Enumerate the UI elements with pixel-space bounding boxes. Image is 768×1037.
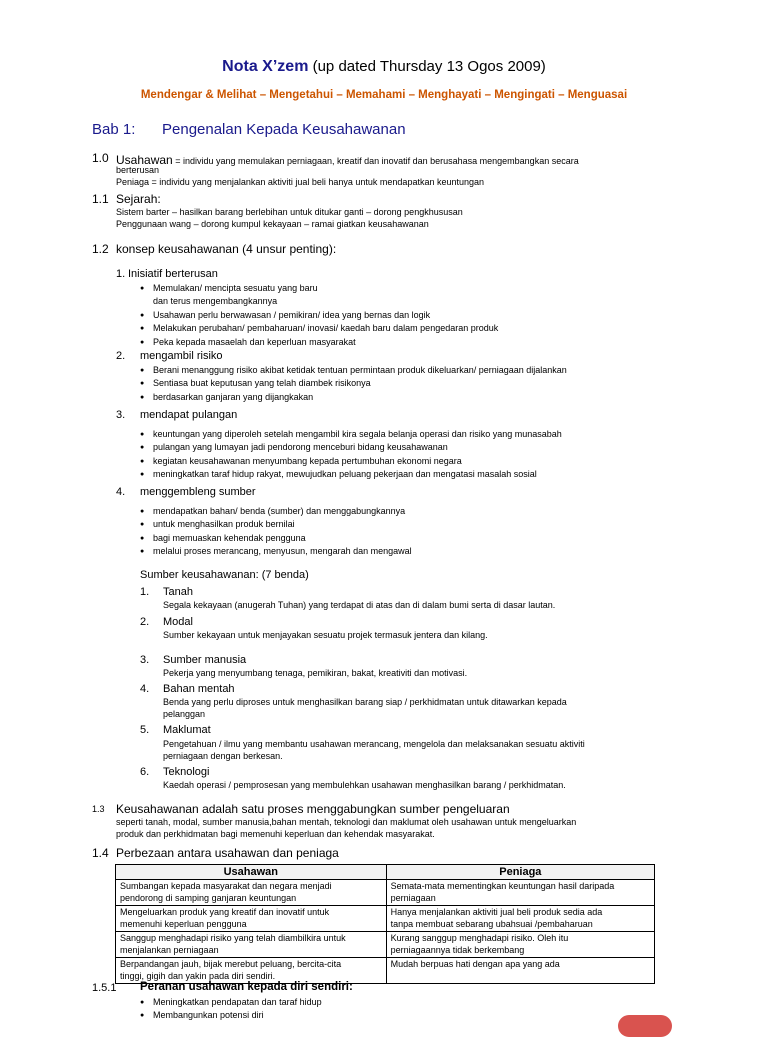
sumber-1-number: 1. [140,586,150,598]
konsep-1-title: Inisiatif berterusan [128,268,218,280]
section-1-5-1-list [140,996,322,1023]
section-1-5-1-title: Peranan usahawan kepada diri sendiri: [140,981,353,993]
section-1-0-peniaga: Peniaga = individu yang menjalankan aktiviti jual beli hanya untuk mendapatkan keuntungan [116,177,485,187]
section-1-0-def-cont: berterusan [116,165,160,175]
list-item: ● meningkatkan taraf hidup rakyat, mewujudkan peluang pekerjaan dan mengatasi masalah sosial [140,468,562,481]
sumber-2-title: Modal [163,616,193,628]
section-1-1-number: 1.1 [92,192,109,206]
list-item: ● Meningkatkan pendapatan dan taraf hidup [140,996,322,1009]
list-item: ● berdasarkan ganjaran yang dijangkakan [140,391,567,404]
table-cell: Mudah berpuas hati dengan apa yang ada [386,958,654,984]
section-1-5-1-number: 1.5.1 [92,982,117,994]
table-cell: Sumbangan kepada masyarakat dan negara menjadi pendorong di samping ganjaran keuntungan [116,880,387,906]
konsep-2-title: mengambil risiko [140,350,223,362]
list-item-continuation: dan terus mengembangkannya [153,296,278,307]
table-row [116,906,655,932]
list-item: ● Usahawan perlu berwawasan / pemikiran/ idea yang bernas dan logik [140,309,498,322]
table-cell: Hanya menjalankan aktiviti jual beli produk sedia ada tanpa membuat sebarang ubahsuai /pembaharuan [386,906,654,932]
section-1-0-line [116,151,579,169]
table-header-row [116,865,655,880]
header-peniaga: Peniaga [386,865,654,880]
sumber-1-title: Tanah [163,586,193,598]
table-cell: Semata-mata mementingkan keuntungan hasil daripada perniagaan [386,880,654,906]
sumber-5-desc: Pengetahuan / ilmu yang membantu usahawan merancang, mengelola dan melaksanakan sesuatu aktiviti [163,739,585,749]
sumber-3-desc: Pekerja yang menyumbang tenaga, pemikiran, bakat, kreativiti dan motivasi. [163,668,468,678]
konsep-2-number: 2. [116,350,126,362]
page-title [0,58,768,76]
sumber-4-title: Bahan mentah [163,683,235,695]
konsep-4-list [140,505,412,559]
section-1-1-line-1: Sistem barter – hasilkan barang berlebihan untuk ditukar ganti – dorong pengkhususan [116,207,463,217]
sumber-4-number: 4. [140,683,150,695]
sumber-2-number: 2. [140,616,150,628]
sumber-6-title: Teknologi [163,766,210,778]
section-1-1-line-2: Penggunaan wang – dorong kumpul kekayaan – ramai giatkan keusahawanan [116,219,429,229]
sumber-title: Sumber keusahawanan: (7 benda) [140,569,309,581]
table-cell: Mengeluarkan produk yang kreatif dan inovatif untuk memenuhi keperluan pengguna [116,906,387,932]
konsep-1-list [140,282,498,349]
konsep-3-list [140,428,562,482]
sumber-2-desc: Sumber kekayaan untuk menjayakan sesuatu projek termasuk jentera dan kilang. [163,630,488,640]
table-cell: Berpandangan jauh, bijak merebut peluang, bercita-cita tinggi, gigih dan yakin pada diri sendiri. [116,958,387,984]
sumber-5-desc-cont: perniagaan dengan berkesan. [163,751,283,761]
konsep-3-number: 3. [116,409,126,421]
section-1-0-term: Usahawan [116,153,173,167]
list-item: ● untuk menghasilkan produk bernilai [140,518,412,531]
list-item: ● keuntungan yang diperoleh setelah mengambil kira segala belanja operasi dan risiko yang munasabah [140,428,562,441]
section-1-4-title: Perbezaan antara usahawan dan peniaga [116,846,339,860]
sumber-6-number: 6. [140,766,150,778]
sumber-6-desc: Kaedah operasi / pemprosesan yang membulehkan usahawan menghasilkan barang / perkhidmatan. [163,780,566,790]
konsep-2-list [140,364,567,404]
sumber-4-desc: Benda yang perlu diproses untuk menghasilkan barang siap / perkhidmatan untuk ditawarkan kepada [163,697,567,707]
section-1-1-title: Sejarah: [116,192,161,206]
section-1-2-title: konsep keusahawanan (4 unsur penting): [116,242,337,256]
konsep-3-title: mendapat pulangan [140,409,238,421]
konsep-1-number: 1. [116,268,126,280]
section-1-0-def: = individu yang memulakan perniagaan, kreatif dan inovatif dan berusahasa mengembangkan secara [172,156,579,166]
section-1-3-line-2: produk dan perkhidmatan bagi memenuhi keperluan dan kehendak masyarakat. [116,829,435,839]
table-cell: Sanggup menghadapi risiko yang telah diambilkira untuk menjalankan perniagaan [116,932,387,958]
chapter-heading [92,121,406,138]
list-item: ● Sentiasa buat keputusan yang telah diambek risikonya [140,377,567,390]
table-row [116,932,655,958]
chapter-number: Bab 1: [92,121,136,138]
title-sub: (up dated Thursday 13 Ogos 2009) [312,58,546,75]
section-1-4-number: 1.4 [92,846,109,860]
list-item: ● kegiatan keusahawanan menyumbang kepada pertumbuhan ekonomi negara [140,455,562,468]
table-row [116,880,655,906]
comparison-table [115,864,655,984]
table-cell: Kurang sanggup menghadapi risiko. Oleh itu perniagaannya tidak berkembang [386,932,654,958]
table-row [116,958,655,984]
list-item: ● Berani menanggung risiko akibat ketidak tentuan permintaan produk dikeluarkan/ perniagaan dijalankan [140,364,567,377]
corner-button[interactable] [618,1015,672,1037]
list-item: ● pulangan yang lumayan jadi pendorong menceburi bidang keusahawanan [140,441,562,454]
sumber-4-desc-cont: pelanggan [163,709,206,719]
sumber-3-number: 3. [140,654,150,666]
section-1-0-number: 1.0 [92,151,109,165]
list-item: ● Melakukan perubahan/ pembaharuan/ inovasi/ kaedah baru dalam pengedaran produk [140,322,498,335]
konsep-4-number: 4. [116,486,126,498]
title-main: Nota X’zem [222,58,309,75]
list-item: ● mendapatkan bahan/ benda (sumber) dan menggabungkannya [140,505,412,518]
list-item: ● Memulakan/ mencipta sesuatu yang baru [140,282,498,295]
section-1-2-number: 1.2 [92,242,109,256]
motto: Mendengar & Melihat – Mengetahui – Memahami – Menghayati – Mengingati – Menguasai [140,89,628,101]
sumber-5-number: 5. [140,724,150,736]
list-item: ● Peka kepada masaelah dan keperluan masyarakat [140,336,498,349]
chapter-title: Pengenalan Kepada Keusahawanan [162,121,406,138]
sumber-5-title: Maklumat [163,724,211,736]
sumber-1-desc: Segala kekayaan (anugerah Tuhan) yang terdapat di atas dan di dalam bumi serta di dasar lautan. [163,600,556,610]
list-item: ● bagi memuaskan kehendak pengguna [140,532,412,545]
section-1-3-number: 1.3 [92,804,105,814]
list-item: ● Membangunkan potensi diri [140,1009,322,1022]
section-1-3-line-1: seperti tanah, modal, sumber manusia,bahan mentah, teknologi dan maklumat oleh usahawan untuk mengeluarkan [116,817,577,827]
section-1-3-title: Keusahawanan adalah satu proses menggabungkan sumber pengeluaran [116,802,510,816]
header-usahawan: Usahawan [116,865,387,880]
sumber-3-title: Sumber manusia [163,654,247,666]
konsep-4-title: menggembleng sumber [140,486,256,498]
list-item: ● melalui proses merancang, menyusun, mengarah dan mengawal [140,545,412,558]
